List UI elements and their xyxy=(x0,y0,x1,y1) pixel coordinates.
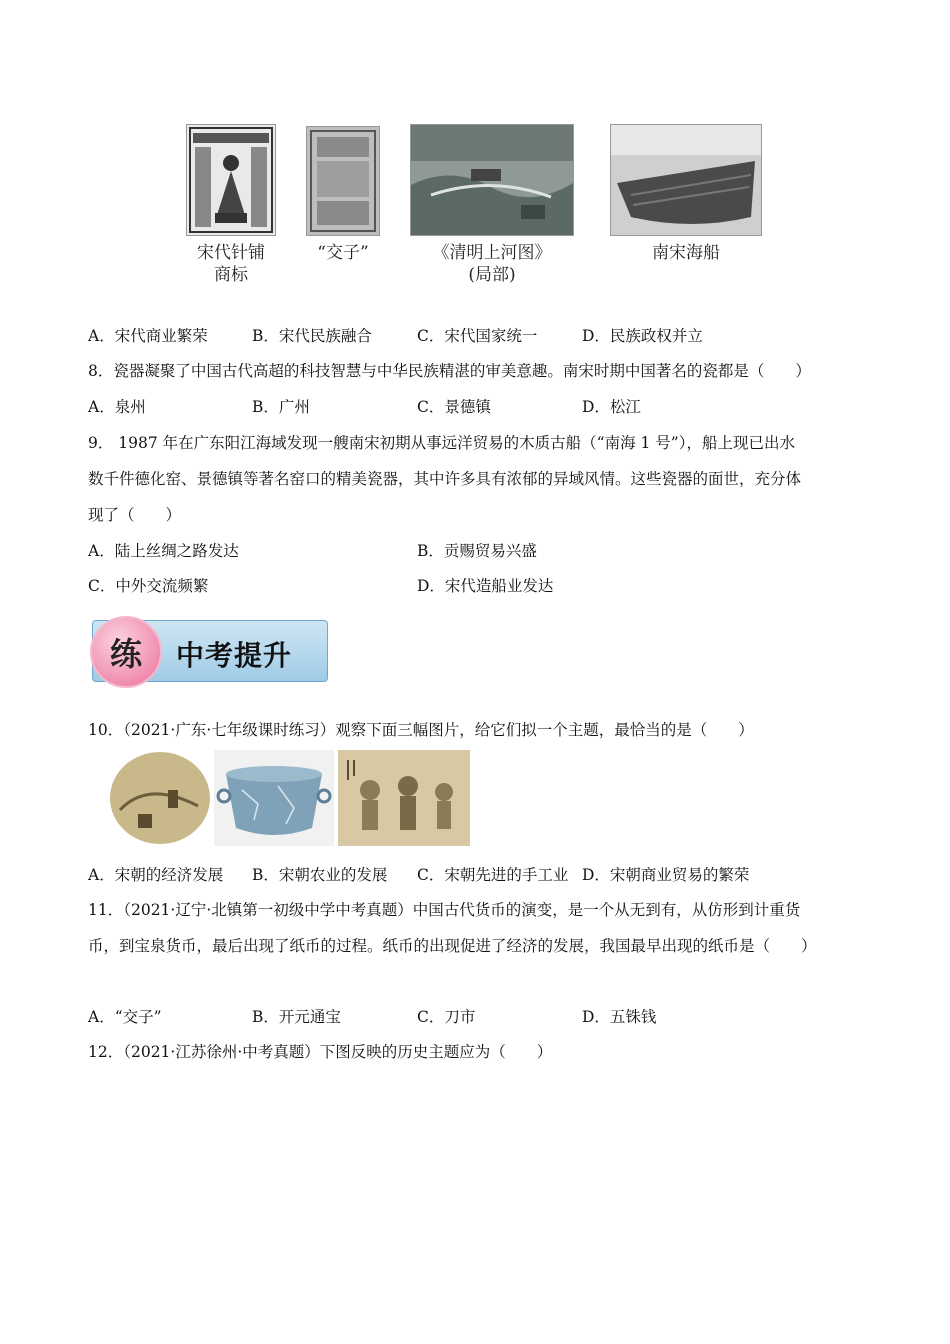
banner-title: 中考提升 xyxy=(176,639,293,672)
q10-option-c[interactable]: C．宋朝先进的手工业 xyxy=(417,866,569,884)
figure-shop-label xyxy=(186,124,276,286)
section-banner xyxy=(88,614,328,686)
q9-option-d[interactable]: D．宋代造船业发达 xyxy=(417,577,554,595)
q11-option-a[interactable]: A．“交子” xyxy=(88,1008,162,1026)
figure-qingming xyxy=(410,124,574,286)
fan-painting-image xyxy=(110,752,210,844)
q7-option-a[interactable]: A．宋代商业繁荣 xyxy=(88,327,208,345)
q9-option-a[interactable]: A．陆上丝绸之路发达 xyxy=(88,542,239,560)
q9-stem-line: 9． 1987 年在广东阳江海域发现一艘南宋初期从事远洋贸易的木质古船（“南海 1 号”），船上现已出水 xyxy=(88,434,795,452)
banner-badge: 练 xyxy=(90,616,162,688)
figure-caption: “交子” xyxy=(317,243,369,263)
q9-option-c[interactable]: C．中外交流频繁 xyxy=(88,577,209,595)
q10-option-d[interactable]: D．宋朝商业贸易的繁荣 xyxy=(582,866,750,884)
qingming-painting-image xyxy=(410,124,574,236)
figure-ship xyxy=(610,124,762,264)
shop-label-image xyxy=(186,124,276,236)
q8-stem: 8．瓷器凝聚了中国古代高超的科技智慧与中华民族精湛的审美意趣。南宋时期中国著名的瓷都是（ ） xyxy=(88,362,811,380)
q8-option-d[interactable]: D．松江 xyxy=(582,398,641,416)
q7-option-d[interactable]: D．民族政权并立 xyxy=(582,327,703,345)
figure-caption: (局部) xyxy=(468,265,516,285)
q9-stem-line: 数千件德化窑、景德镇等著名窑口的精美瓷器，其中许多具有浓郁的异域风情。这些瓷器的面世，充分体 xyxy=(88,470,802,488)
q10-images xyxy=(108,750,470,846)
q11-option-d[interactable]: D．五铢钱 xyxy=(582,1008,657,1026)
jiaozi-image xyxy=(306,126,380,236)
crackle-bowl-image xyxy=(214,750,334,846)
figure-caption: 南宋海船 xyxy=(652,243,720,263)
q8-option-b[interactable]: B．广州 xyxy=(252,398,310,416)
q9-option-b[interactable]: B．贡赐贸易兴盛 xyxy=(417,542,537,560)
figure-caption: 商标 xyxy=(214,265,248,285)
q8-option-a[interactable]: A．泉州 xyxy=(88,398,146,416)
figure-jiaozi xyxy=(306,126,380,264)
q7-option-c[interactable]: C．宋代国家统一 xyxy=(417,327,538,345)
q12-stem: 12．（2021·江苏徐州·中考真题）下图反映的历史主题应为（ ） xyxy=(88,1043,553,1061)
q7-option-b[interactable]: B．宋代民族融合 xyxy=(252,327,372,345)
q10-option-a[interactable]: A．宋朝的经济发展 xyxy=(88,866,224,884)
q8-option-c[interactable]: C．景德镇 xyxy=(417,398,491,416)
q9-stem-line: 现了（ ） xyxy=(88,506,182,524)
scroll-painting-image xyxy=(338,750,470,846)
q11-stem-line: 币，到宝泉货币，最后出现了纸币的过程。纸币的出现促进了经济的发展，我国最早出现的纸币是（ ） xyxy=(88,937,817,955)
q11-stem-line: 11．（2021·辽宁·北镇第一初级中学中考真题）中国古代货币的演变，是一个从无到有，从仿形到计重货 xyxy=(88,901,801,919)
figure-caption: 宋代针铺 xyxy=(197,243,265,263)
ship-image xyxy=(610,124,762,236)
q11-option-b[interactable]: B．开元通宝 xyxy=(252,1008,341,1026)
q10-option-b[interactable]: B．宋朝农业的发展 xyxy=(252,866,388,884)
q10-image-row xyxy=(108,750,470,846)
q10-stem: 10．（2021·广东·七年级课时练习）观察下面三幅图片，给它们拟一个主题，最恰当的是（ ） xyxy=(88,721,754,739)
figure-caption: 《清明上河图》 xyxy=(432,243,552,263)
q11-option-c[interactable]: C．刀市 xyxy=(417,1008,476,1026)
